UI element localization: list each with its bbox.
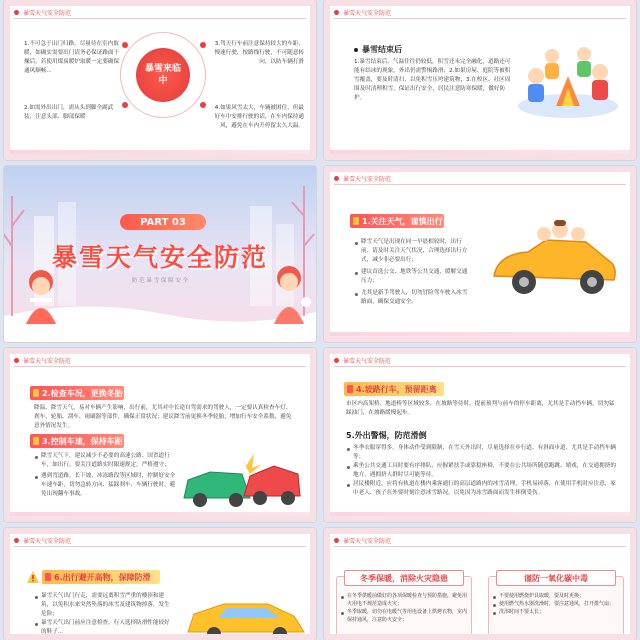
list-item: 使用燃气热水器洗澡时，要注意通风，打开排气扇； bbox=[492, 600, 620, 608]
kids-snow-illustration bbox=[512, 36, 624, 120]
section-bar-1: 2.检查车况，更换冬胎 bbox=[30, 386, 124, 400]
list-item: 冬季衣服穿得多，身体动作受到限制，在雪天外出时，尽量选择在步行道、有斜面步道、尤其是手动挡车辆等； bbox=[346, 444, 618, 462]
tips-list bbox=[346, 444, 618, 510]
taxi-car-illustration bbox=[184, 592, 308, 640]
info-box-1-title: 冬季保暖，消除火灾隐患 bbox=[344, 570, 464, 586]
list-item: 暴雪天气出门前应注意检查，行人选择防滑性能较好的鞋子... bbox=[34, 619, 174, 637]
section-heading: 暴雪结束后 bbox=[354, 44, 402, 55]
info-box-2-title: 谨防一氧化碳中毒 bbox=[496, 570, 616, 586]
family-car-illustration bbox=[488, 220, 620, 306]
tips-list bbox=[354, 238, 472, 307]
list-item: 乘坐公共交通工具时要有序排队，应握紧扶手或靠稳座椅，不要在公共场所随意跑跳、嬉戏，在交通拥挤的地方，遇拥挤人群时尽可能等待。 bbox=[346, 462, 618, 480]
list-item: 尤其是新手驾驶人，切勿冒险驾车驶入冰雪路面，确保交通安全。 bbox=[354, 289, 472, 307]
tip-top-left: 1.不可急于出门归路，尽量待在室内取暖，如确实需要出门请务必保证路面干燥后，若使用煤炭暖炉取暖一定要确保通风顺畅... bbox=[24, 41, 120, 74]
warning-icon bbox=[26, 570, 40, 584]
list-item: 暴雪天气出门行走，需要远离积雪严重的楼顶和建筑，以免积水来突然坠落的冰雪及建筑物掉落，发生危险； bbox=[34, 592, 174, 619]
slide-6[interactable] bbox=[324, 348, 636, 522]
section-bar: 1.关注天气，谨慎出行 bbox=[350, 214, 444, 228]
section-bar: 6.出行避开高物，保障防滑 bbox=[42, 570, 160, 584]
girl-left-illustration bbox=[16, 266, 66, 330]
section-text-1: 市区内高架桥、地道桥等区域较多，在坡路等待时，提前预判与前车的停车距离，尤其是手动挡车辆，切勿猛踩油门，在坡路缓慢起步。 bbox=[346, 401, 615, 416]
slide-2[interactable] bbox=[324, 0, 636, 160]
tips-list bbox=[34, 452, 176, 499]
slide-3-title[interactable] bbox=[4, 166, 316, 342]
part-label: PART 03 bbox=[120, 214, 206, 230]
slide-5[interactable] bbox=[4, 348, 316, 522]
part-subtitle: 防 范 暴 雪 保 障 安 全 bbox=[131, 278, 189, 284]
tips-list bbox=[34, 592, 174, 638]
car-crash-illustration bbox=[180, 450, 304, 514]
slide-7[interactable] bbox=[4, 528, 316, 640]
slide-header: 暴雪天气安全防范 bbox=[14, 6, 71, 18]
info-box-2-list bbox=[492, 592, 620, 636]
list-item: 居民楼附近，应将有轨道在楼内乘客通行的高层道路内的冰雪清理，手机易掉落，在使用手机时应注意，家中老人、孩子在外要时刻注意冰雪路况，以免因为冰雪路面而发生摔倒受伤。 bbox=[346, 480, 618, 498]
list-item: 降雪天气下，建议减少不必要的高速公路、国省道行车，如出行，要关注道路实时限速规定，严格遵守； bbox=[34, 452, 176, 470]
slide-header: 暴雪天气安全防范 bbox=[334, 6, 391, 18]
section-bar-1: 4.坡路行车，预留距离 bbox=[344, 382, 444, 396]
section-bar-2: 3.控制车速，保持车距 bbox=[30, 434, 124, 448]
slide-header: 暴雪天气安全防范 bbox=[334, 172, 391, 184]
tip-top-right: 3.驾天行车前注意保持较大的车距，慢速行驶，按路线行驶，不可随意转向，以防车辆打滑 bbox=[214, 41, 304, 65]
slide-1[interactable] bbox=[4, 0, 316, 160]
slide-8[interactable] bbox=[324, 528, 636, 640]
list-item: 不要使用燃烧炉具取暖，要及时更换； bbox=[492, 592, 620, 600]
slide-header: 暴雪天气安全防范 bbox=[334, 354, 391, 366]
list-item: 降雪天气是出现在同一早晨相较时，出行前、请及时关注天气状况，合理选择出行方式，减少非必要出行； bbox=[354, 238, 472, 265]
section-body: 1.暴雪结束后，气温往往仍较低，积雪还未完全融化，道路还可能有结冰的现象，外出仍需警惕路滑；2.如果房屋、庭院等被积雪覆盖，要及时清扫，以免积雪压垮建筑物；3.在校区、社区周围及时清理积雪，保证出行安全，居民注意防寒保暖，做好防护。 bbox=[354, 59, 511, 101]
girl-right-illustration bbox=[266, 262, 312, 330]
list-item: 在冬季供暖前做好的各项保暖检查与预防措施，避免用火用电不规范造成火灾； bbox=[340, 592, 468, 608]
part-title: 暴雪天气安全防范 bbox=[51, 243, 268, 272]
slide-4[interactable] bbox=[324, 166, 636, 342]
info-box-1-list bbox=[340, 592, 468, 636]
list-item: 洗浴时间不要太长； bbox=[492, 608, 620, 616]
list-item: 遇到弯道路、长下坡、冰冻路段等区域时，控制好安全车速车距，切勿急转方向、猛踩刹车、车辆行驶时，避免出现翻车事故。 bbox=[34, 472, 176, 499]
tip-bottom-right: 4.如果风雪太大，车辆被困住，但最好车中安排行驶的话，在车内保持通风，避免在车内升停留太久大温。 bbox=[214, 105, 304, 129]
list-item: 冬季取暖，切勿在电暖气等用电设备上烘烤衣物，室内保持通风，注意防火安全； bbox=[340, 608, 468, 624]
section-heading-2: 5.外出警惕，防范滑倒 bbox=[346, 431, 427, 440]
center-circle: 暴雪来临中 bbox=[136, 48, 190, 102]
tip-bottom-left: 2.如需外出出门，需从头到脚全副武装，注意头部、脚部保暖 bbox=[24, 105, 114, 120]
list-item: 建议首选公交、地铁等公共交通，缓解交通压力； bbox=[354, 268, 472, 286]
slide-header: 暴雪天气安全防范 bbox=[334, 534, 391, 546]
slide-header: 暴雪天气安全防范 bbox=[14, 534, 71, 546]
section-text-1: 降温、降雪天气，易对车辆产生影响，出行前，尤其对中长途自驾需求的驾驶人，一定要认真检查车灯、刹车、轮胎、刮车、雨刷器等部件，确保正常状况；建议降雪前更换冬季轮胎，增加行车安全系数，避免意外情况发生。 bbox=[34, 405, 292, 429]
slide-header: 暴雪天气安全防范 bbox=[14, 354, 71, 366]
